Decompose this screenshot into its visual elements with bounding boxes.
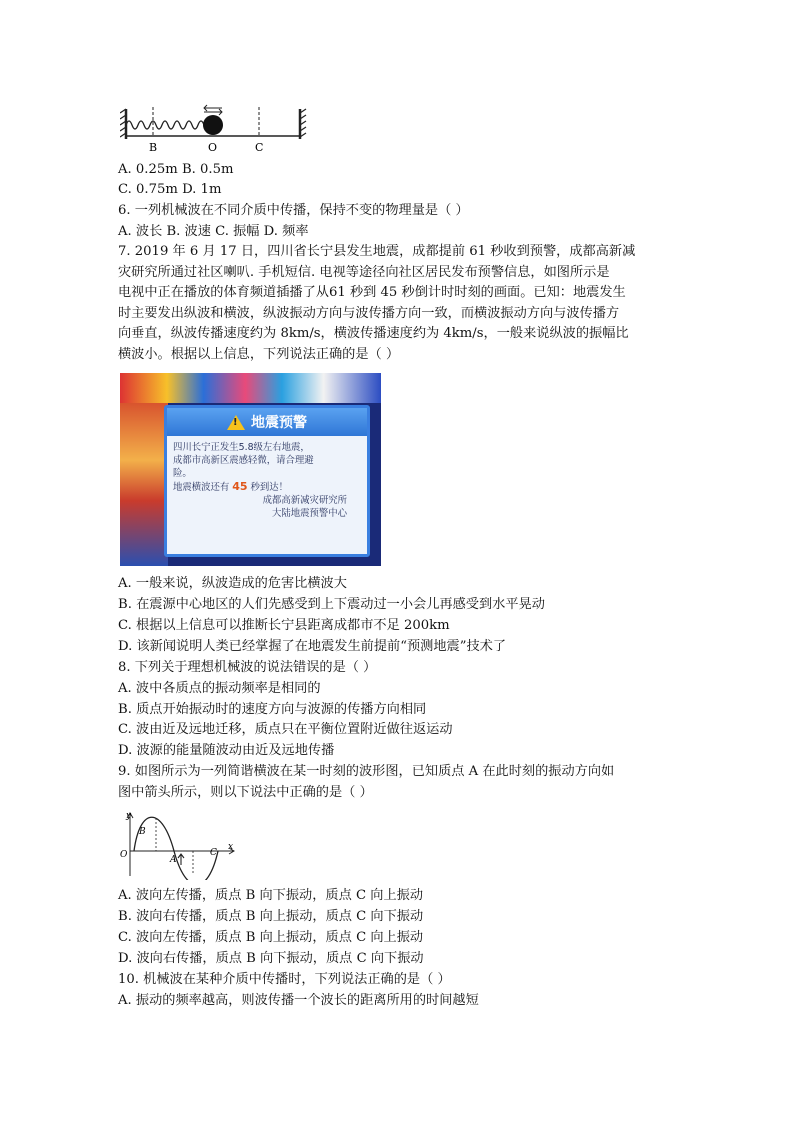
q7-option-a: A. 一般来说，纵波造成的危害比横波大 [118,576,347,591]
q7-stem-line: 电视中正在播放的体育频道插播了从61 秒到 45 秒倒计时时刻的画面。已知：地震发生 [118,285,626,300]
q9-option-b: B. 波向右传播，质点 B 向上振动，质点 C 向下振动 [118,909,424,924]
alert-body [167,436,367,520]
q7-option-d: D. 该新闻说明人类已经掌握了在地震发生前提前“预测地震”技术了 [118,639,507,654]
q5-options-ab: A. 0.25m B. 0.5m [118,162,234,177]
alert-title: 地震预警 [251,415,307,431]
q8-stem: 8. 下列关于理想机械波的说法错误的是（ ） [118,660,377,675]
axis-label-x: x [228,842,234,852]
q6-stem: 6. 一列机械波在不同介质中传播，保持不变的物理量是（ ） [118,203,469,218]
point-a-label: A [170,855,177,865]
warning-icon: ! [227,415,245,430]
alert-line: 险。 [173,468,192,479]
wave-diagram [118,810,238,880]
q7-stem-line: 时主要发出纵波和横波，纵波振动方向与波传播方向一致，而横波振动方向与波传播方 [118,306,620,321]
point-c-label: C [210,848,217,858]
alert-header [167,408,367,436]
q8-option-d: D. 波源的能量随波动由近及远地传播 [118,743,335,758]
q8-option-c: C. 波由近及远地迁移，质点只在平衡位置附近做往返运动 [118,722,453,737]
q7-option-b: B. 在震源中心地区的人们先感受到上下震动过一小会儿再感受到水平晃动 [118,597,545,612]
q7-stem-line: 横波小。根据以上信息，下列说法正确的是（ ） [118,347,400,362]
alert-line: 成都市高新区震感轻微，请合理避 [173,455,314,466]
ball-icon [203,115,223,135]
countdown-seconds: 45 [232,480,248,493]
q9-option-c: C. 波向左传播，质点 B 向上振动，质点 C 向上振动 [118,930,424,945]
origin-label: O [120,850,128,860]
q10-stem: 10. 机械波在某种介质中传播时，下列说法正确的是（ ） [118,972,451,987]
tv-background-left [120,403,168,566]
point-b-label: B [139,827,146,837]
tv-background-strip [120,373,381,403]
q7-stem-line: 灾研究所通过社区喇叭. 手机短信. 电视等途径向社区居民发布预警信息，如图所示是 [118,265,610,280]
alert-org: 大陆地震预警中心 [271,508,347,519]
label-o: O [208,141,218,153]
q7-stem-line: 向垂直，纵波传播速度约为 8km/s，横波传播速度约为 4km/s，一般来说纵波的振幅比 [118,326,629,341]
q7-option-c: C. 根据以上信息可以推断长宁县距离成都市不足 200km [118,618,450,633]
q8-option-b: B. 质点开始振动时的速度方向与波源的传播方向相同 [118,702,427,717]
q9-option-d: D. 波向右传播，质点 B 向下振动，质点 C 向下振动 [118,951,424,966]
q6-options: A. 波长 B. 波速 C. 振幅 D. 频率 [118,224,309,239]
q5-options-cd: C. 0.75m D. 1m [118,182,222,197]
label-c: C [255,141,264,153]
axis-label-y: y [126,811,132,821]
q9-option-a: A. 波向左传播，质点 B 向下振动，质点 C 向上振动 [118,888,424,903]
q7-stem-line: 7. 2019 年 6 月 17 日，四川省长宁县发生地震，成都提前 61 秒收到预警，成都高新减 [118,244,636,259]
label-b: B [149,141,158,153]
alert-org: 成都高新减灾研究所 [262,495,347,506]
alert-countdown: 地震横波还有 45 秒到达！ [173,480,289,493]
earthquake-warning-photo [120,373,381,566]
spring-oscillator-figure [120,103,310,153]
alert-dialog [164,405,370,557]
q8-option-a: A. 波中各质点的振动频率是相同的 [118,681,321,696]
q9-stem-line: 9. 如图所示为一列简谐横波在某一时刻的波形图，已知质点 A 在此时刻的振动方向如 [118,764,615,779]
alert-line: 四川长宁正发生5.8级左右地震， [173,442,310,453]
q9-stem-line: 图中箭头所示，则以下说法中正确的是（ ） [118,785,373,800]
q10-option-a: A. 振动的频率越高，则波传播一个波长的距离所用的时间越短 [118,993,479,1008]
